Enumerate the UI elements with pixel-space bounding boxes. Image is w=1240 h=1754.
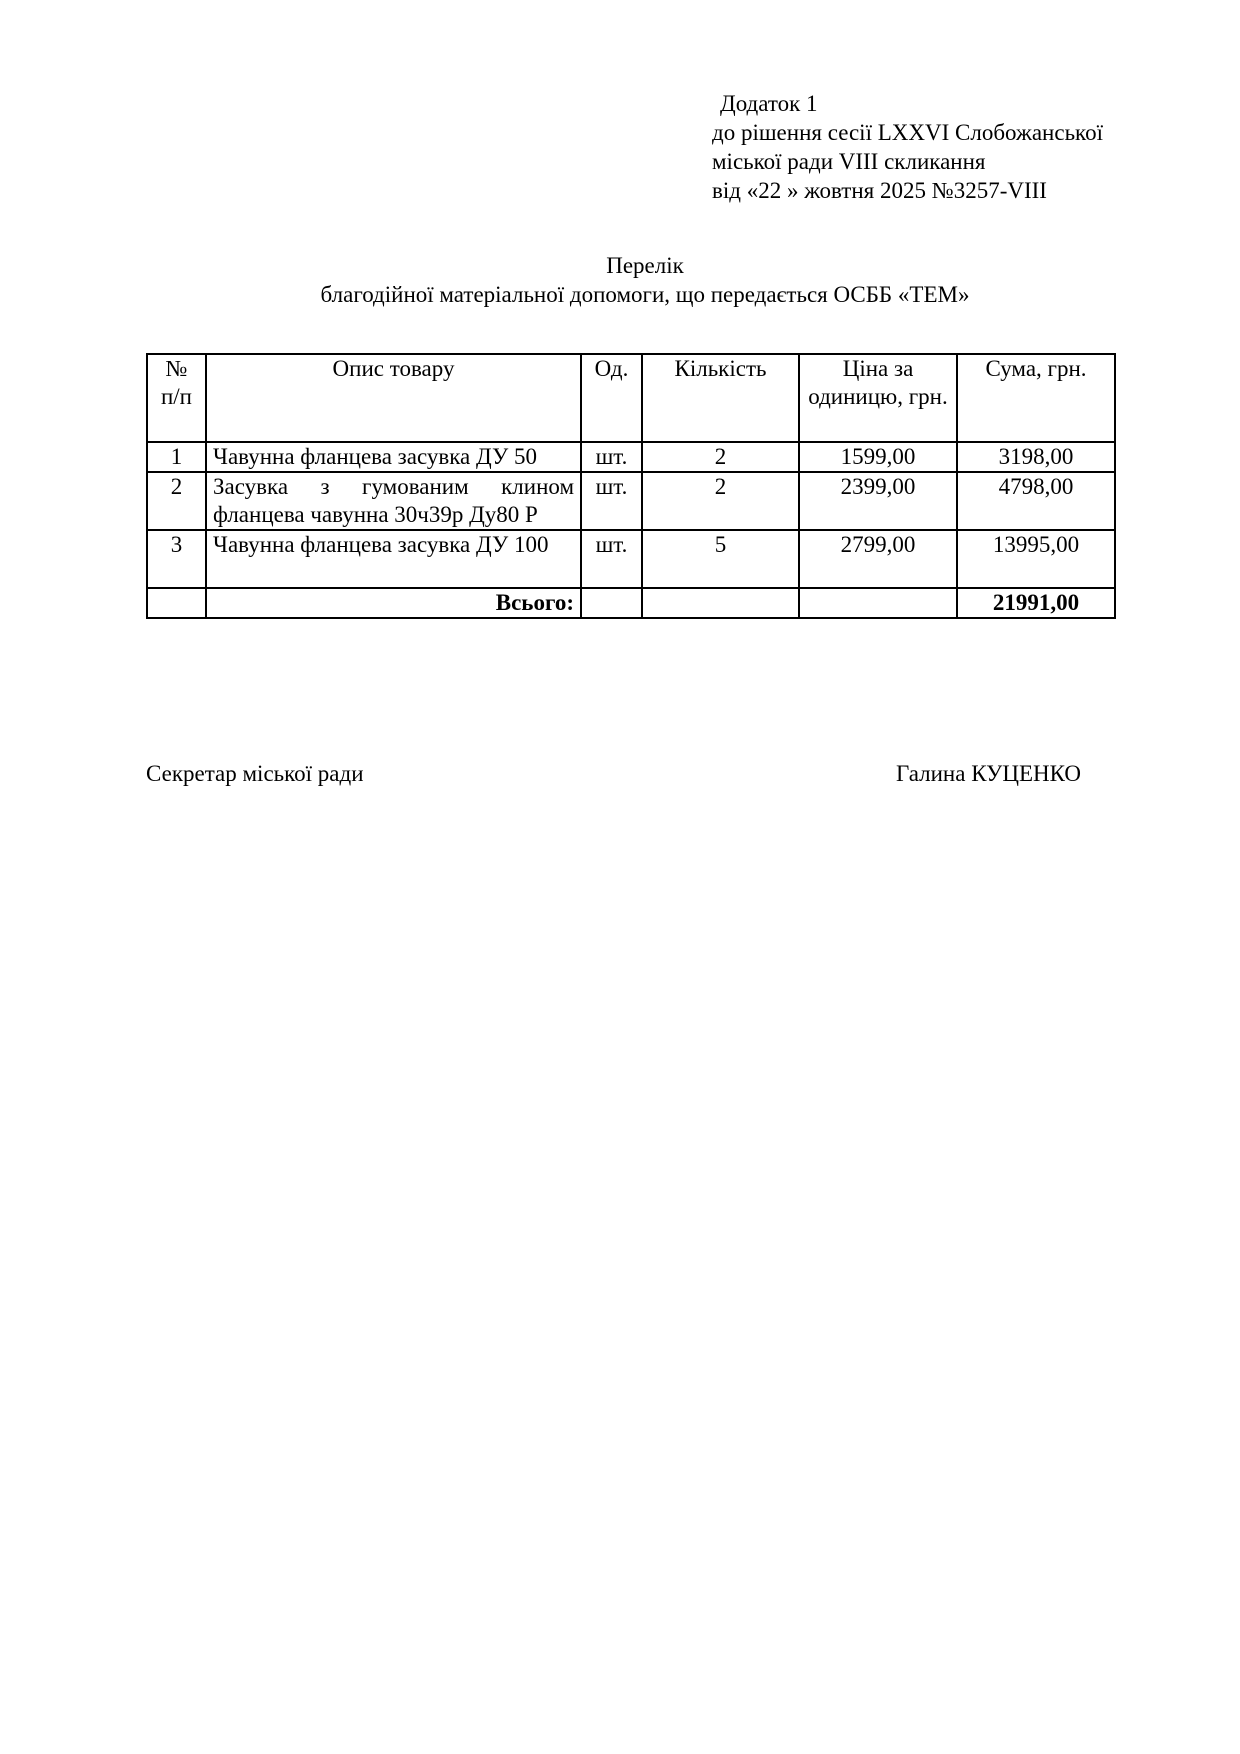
total-empty-number: [147, 588, 206, 618]
row-unit: шт.: [581, 472, 642, 530]
table-total-row: [147, 588, 1115, 618]
total-empty-unit: [581, 588, 642, 618]
table-row: [147, 472, 1115, 530]
row-description: Чавунна фланцева засувка ДУ 100: [206, 530, 581, 588]
row-description: Засувка з гумованим клином фланцева чавунна 30ч39р Ду80 Р: [206, 472, 581, 530]
annex-council-line: міської ради VIII скликання: [712, 149, 986, 174]
signature-position: Секретар міської ради: [146, 761, 364, 786]
document-title: [0, 251, 1240, 309]
header-sum: Сума, грн.: [957, 354, 1115, 442]
row-price: 2399,00: [799, 472, 957, 530]
header-number: № п/п: [147, 354, 206, 442]
row-number: 1: [147, 442, 206, 472]
goods-table: [146, 353, 1116, 619]
total-empty-price: [799, 588, 957, 618]
total-empty-quantity: [642, 588, 799, 618]
table-row: [147, 530, 1115, 588]
row-unit: шт.: [581, 530, 642, 588]
row-price: 1599,00: [799, 442, 957, 472]
row-price: 2799,00: [799, 530, 957, 588]
annex-decision-line: до рішення сесії LXXVI Слобожанської: [712, 120, 1103, 145]
header-quantity: Кількість: [642, 354, 799, 442]
table-header-row: [147, 354, 1115, 442]
signature-name: Галина КУЦЕНКО: [896, 761, 1081, 786]
header-description: Опис товару: [206, 354, 581, 442]
total-label: Всього:: [206, 588, 581, 618]
row-quantity: 2: [642, 472, 799, 530]
row-sum: 4798,00: [957, 472, 1115, 530]
title-line-1: Перелік: [606, 253, 684, 278]
annex-block: [712, 89, 1212, 205]
row-unit: шт.: [581, 442, 642, 472]
row-description: Чавунна фланцева засувка ДУ 50: [206, 442, 581, 472]
total-sum: 21991,00: [957, 588, 1115, 618]
row-quantity: 2: [642, 442, 799, 472]
header-unit: Од.: [581, 354, 642, 442]
row-number: 2: [147, 472, 206, 530]
row-sum: 3198,00: [957, 442, 1115, 472]
annex-date-number: від «22 » жовтня 2025 №3257-VIII: [712, 178, 1047, 203]
annex-title: Додаток 1: [720, 91, 818, 116]
title-line-2: благодійної матеріальної допомоги, що передається ОСББ «ТЕМ»: [320, 282, 970, 307]
table-row: [147, 442, 1115, 472]
row-sum: 13995,00: [957, 530, 1115, 588]
row-number: 3: [147, 530, 206, 588]
header-price: Ціна за одиницю, грн.: [799, 354, 957, 442]
row-quantity: 5: [642, 530, 799, 588]
